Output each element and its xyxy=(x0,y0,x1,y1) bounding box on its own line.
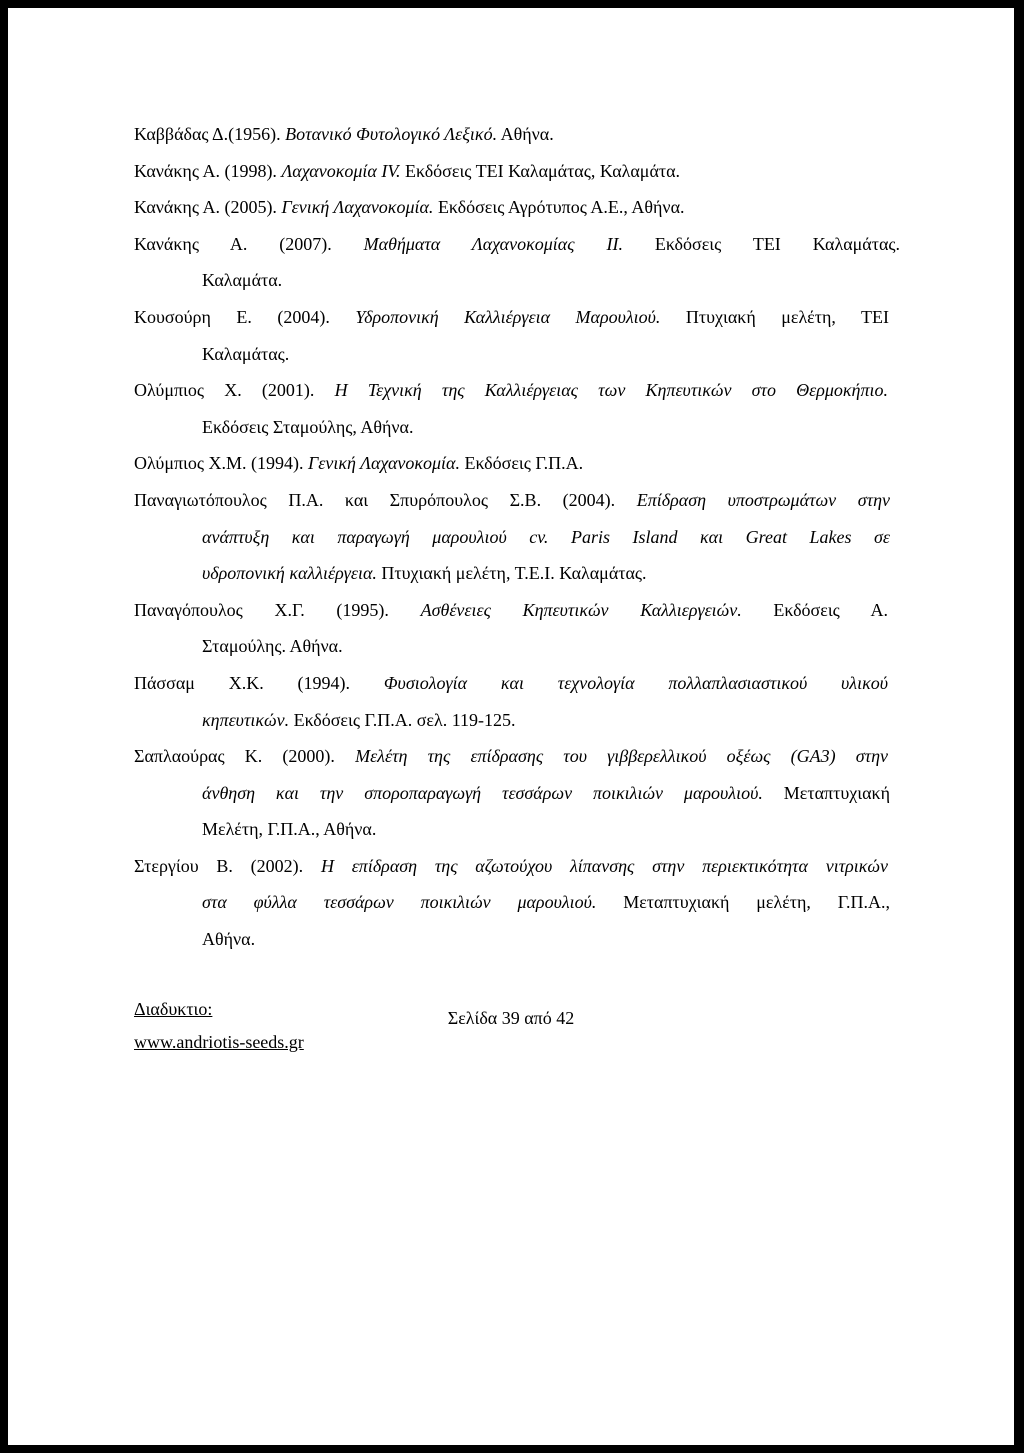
reference-line: Σταμούλης. Αθήνα. xyxy=(202,636,343,657)
reference-entry xyxy=(134,116,904,153)
reference-entry xyxy=(134,848,904,958)
reference-line: Στεργίου Β. (2002). Η επίδραση της αζωτούχου λίπανσης στην περιεκτικότητα νιτρικών xyxy=(134,855,888,876)
reference-line: Ολύμπιος Χ.Μ. (1994). Γενική Λαχανοκομία. Εκδόσεις Γ.Π.Α. xyxy=(134,453,584,474)
reference-entry xyxy=(134,592,904,665)
reference-line: Κανάκης Α. (2007). Μαθήματα Λαχανοκομίας ΙΙ. Εκδόσεις ΤΕΙ Καλαμάτας. xyxy=(134,233,901,254)
reference-line: Μελέτη, Γ.Π.Α., Αθήνα. xyxy=(202,819,377,840)
reference-line: Κανάκης Α. (1998). Λαχανοκομία IV. Εκδόσεις ΤΕΙ Καλαμάτας, Καλαμάτα. xyxy=(134,160,681,181)
reference-entry xyxy=(134,445,904,482)
reference-line: Κουσούρη Ε. (2004). Υδροπονική Καλλιέργεια Μαρουλιού. Πτυχιακή μελέτη, ΤΕΙ xyxy=(134,306,890,327)
reference-entry xyxy=(134,738,904,848)
reference-line: Καλαμάτας. xyxy=(202,343,290,364)
reference-entry xyxy=(134,189,904,226)
reference-line: άνθηση και την σποροπαραγωγή τεσσάρων ποικιλιών μαρουλιού. Μεταπτυχιακή xyxy=(202,782,890,803)
reference-line: υδροπονική καλλιέργεια. Πτυχιακή μελέτη, Τ.Ε.Ι. Καλαμάτας. xyxy=(202,563,647,584)
reference-line: Παναγιωτόπουλος Π.Α. και Σπυρόπουλος Σ.Β. (2004). Επίδραση υποστρωμάτων στην xyxy=(134,489,890,510)
reference-line: Καββάδας Δ.(1956). Βοτανικό Φυτολογικό Λεξικό. Αθήνα. xyxy=(134,124,554,144)
reference-line: Εκδόσεις Σταμούλης, Αθήνα. xyxy=(202,416,414,437)
reference-line: Αθήνα. xyxy=(202,929,256,950)
reference-list xyxy=(134,116,904,958)
page-number: Σελίδα 39 από 42 xyxy=(447,1008,575,1028)
reference-line: Κανάκης Α. (2005). Γενική Λαχανοκομία. Εκδόσεις Αγρότυπος Α.Ε., Αθήνα. xyxy=(134,197,685,218)
reference-line: Παναγόπουλος Χ.Γ. (1995). Ασθένειες Κηπευτικών Καλλιεργειών. Εκδόσεις Α. xyxy=(134,599,888,620)
reference-line: Καλαμάτα. xyxy=(202,270,283,291)
reference-entry xyxy=(134,665,904,738)
reference-line: Ολύμπιος Χ. (2001). Η Τεχνική της Καλλιέργειας των Κηπευτικών στο Θερμοκήπιο. xyxy=(134,380,889,401)
web-heading: Διαδυκτιο: xyxy=(134,999,213,1019)
reference-line: ανάπτυξη και παραγωγή μαρουλιού cv. Paris Island και Great Lakes σε xyxy=(202,526,890,547)
reference-entry xyxy=(134,482,904,592)
reference-line: Πάσσαμ Χ.Κ. (1994). Φυσιολογία και τεχνολογία πολλαπλασιαστικού υλικού xyxy=(134,672,888,693)
reference-entry xyxy=(134,226,904,299)
document-page xyxy=(8,8,1014,1445)
reference-entry xyxy=(134,153,904,190)
reference-entry xyxy=(134,299,904,372)
reference-line: Σαπλαούρας Κ. (2000). Μελέτη της επίδρασης του γιββερελλικού οξέως (GA3) στην xyxy=(134,746,889,767)
reference-entry xyxy=(134,372,904,445)
website-link[interactable]: www.andriotis-seeds.gr xyxy=(134,1032,304,1052)
reference-line: κηπευτικών. Εκδόσεις Γ.Π.Α. σελ. 119-125. xyxy=(202,709,516,730)
reference-line: στα φύλλα τεσσάρων ποικιλιών μαρουλιού. Μεταπτυχιακή μελέτη, Γ.Π.Α., xyxy=(202,892,890,913)
